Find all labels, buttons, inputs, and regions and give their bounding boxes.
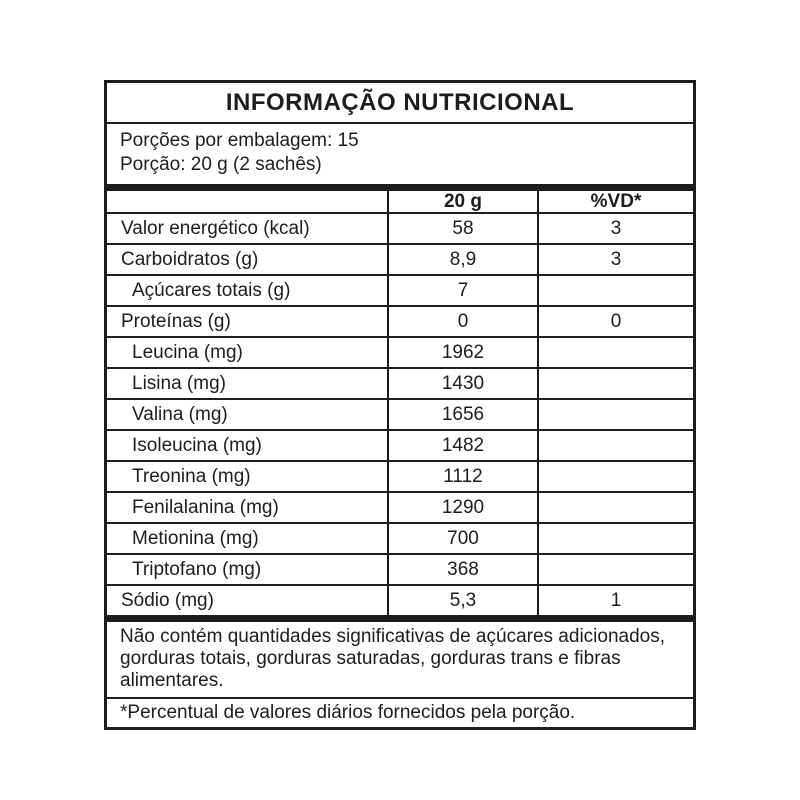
- footnote-daily-values: *Percentual de valores diários fornecidos pela porção.: [107, 697, 693, 727]
- header-vd: %VD*: [537, 191, 693, 212]
- nutrient-name: Açúcares totais (g): [132, 279, 291, 301]
- nutrient-name: Leucina (mg): [132, 341, 243, 363]
- nutrient-vd: [537, 276, 693, 305]
- nutrient-amount: 368: [387, 555, 537, 584]
- table-row: [107, 212, 693, 243]
- nutrient-vd: 3: [537, 214, 693, 243]
- nutrient-amount: 8,9: [387, 245, 537, 274]
- table-row: [107, 491, 693, 522]
- table-header-row: [107, 191, 693, 212]
- serving-size: Porção: 20 g (2 sachês): [120, 154, 322, 175]
- nutrient-name: Proteínas (g): [121, 310, 231, 332]
- nutrient-vd: [537, 369, 693, 398]
- label-title: INFORMAÇÃO NUTRICIONAL: [107, 83, 693, 124]
- nutrient-amount: 5,3: [387, 586, 537, 615]
- nutrition-label: [104, 80, 696, 730]
- footnote-no-significant: Não contém quantidades significativas de açúcares adicionados, gorduras totais, gorduras saturadas, gorduras trans e fibras alimentares.: [120, 626, 665, 691]
- table-row: [107, 553, 693, 584]
- nutrient-vd: [537, 462, 693, 491]
- nutrition-table: [107, 191, 693, 615]
- nutrient-vd: [537, 338, 693, 367]
- nutrient-vd: [537, 493, 693, 522]
- nutrient-amount: 1112: [387, 462, 537, 491]
- nutrient-amount: 58: [387, 214, 537, 243]
- nutrient-vd: 1: [537, 586, 693, 615]
- header-blank-cell: [107, 191, 387, 212]
- table-row: [107, 460, 693, 491]
- nutrient-name: Triptofano (mg): [132, 558, 262, 580]
- serving-info: [107, 124, 693, 184]
- nutrient-vd: 3: [537, 245, 693, 274]
- nutrient-name: Lisina (mg): [132, 372, 226, 394]
- nutrient-amount: 1962: [387, 338, 537, 367]
- nutrient-name: Carboidratos (g): [121, 248, 259, 270]
- table-row: [107, 243, 693, 274]
- table-row: [107, 367, 693, 398]
- nutrient-name: Isoleucina (mg): [132, 434, 262, 456]
- table-row: [107, 584, 693, 615]
- divider-thick-bottom: [107, 615, 693, 622]
- table-row: [107, 522, 693, 553]
- nutrient-amount: 700: [387, 524, 537, 553]
- nutrient-vd: [537, 400, 693, 429]
- table-row: [107, 429, 693, 460]
- nutrient-name: Sódio (mg): [121, 589, 214, 611]
- nutrient-amount: 1290: [387, 493, 537, 522]
- nutrient-vd: [537, 524, 693, 553]
- nutrient-name: Valor energético (kcal): [121, 217, 310, 239]
- nutrient-name: Fenilalanina (mg): [132, 496, 279, 518]
- nutrient-amount: 0: [387, 307, 537, 336]
- servings-per-package: Porções por embalagem: 15: [120, 130, 359, 151]
- table-row: [107, 398, 693, 429]
- nutrient-name: Valina (mg): [132, 403, 228, 425]
- header-amount: 20 g: [387, 191, 537, 212]
- nutrient-vd: [537, 555, 693, 584]
- nutrient-amount: 1482: [387, 431, 537, 460]
- nutrient-amount: 7: [387, 276, 537, 305]
- nutrient-amount: 1656: [387, 400, 537, 429]
- table-row: [107, 336, 693, 367]
- nutrient-amount: 1430: [387, 369, 537, 398]
- nutrient-vd: [537, 431, 693, 460]
- nutrient-vd: 0: [537, 307, 693, 336]
- table-row: [107, 274, 693, 305]
- table-row: [107, 305, 693, 336]
- nutrient-name: Metionina (mg): [132, 527, 259, 549]
- nutrient-name: Treonina (mg): [132, 465, 251, 487]
